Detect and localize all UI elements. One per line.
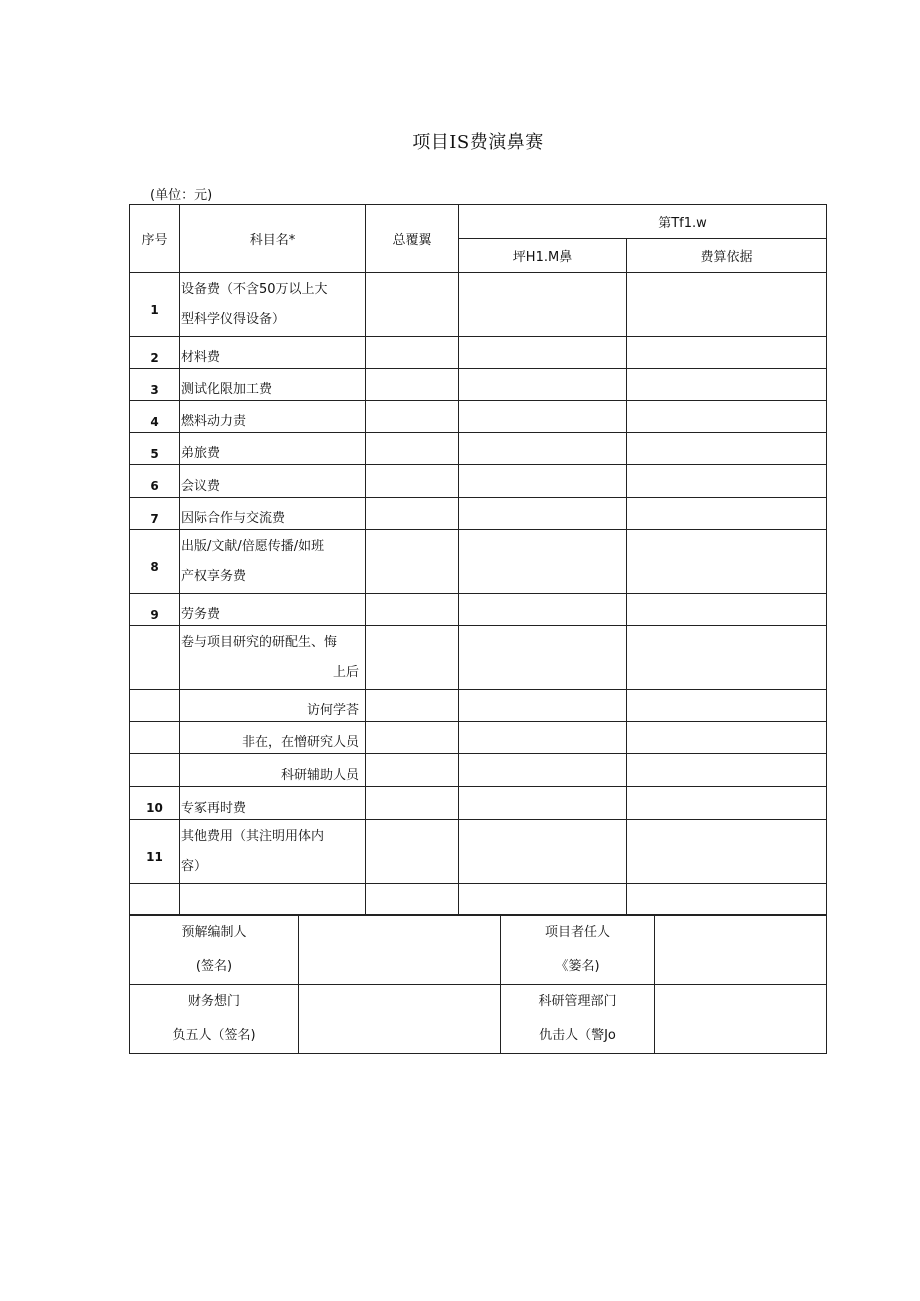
row-subject-line1: 其他费用（其注明用体内 — [181, 828, 325, 844]
budget-table — [129, 204, 827, 915]
cell-basis — [627, 722, 827, 754]
row-subject: 科研辅助人员 — [180, 754, 366, 787]
cell-basis — [627, 433, 827, 465]
cell-basis — [627, 820, 827, 884]
cell-amount — [459, 626, 627, 690]
cell-amount — [459, 465, 627, 498]
cell-total — [366, 401, 459, 433]
research-admin-line1: 科研管理部门 — [538, 994, 617, 1009]
table-row — [130, 273, 827, 337]
row-index: 10 — [130, 787, 180, 820]
cell-total — [366, 820, 459, 884]
row-subject — [180, 626, 366, 690]
cell-total — [366, 754, 459, 787]
research-admin-line2: 仇击人（警Jo — [539, 1028, 616, 1043]
cell-basis — [627, 401, 827, 433]
cell-total — [366, 626, 459, 690]
row-index: 8 — [130, 530, 180, 594]
finance-head-line1: 财务想门 — [187, 994, 240, 1009]
table-row — [130, 433, 827, 465]
row-subject: 弟旅费 — [180, 433, 366, 465]
project-leader-label — [501, 916, 655, 985]
cell-amount — [459, 884, 627, 915]
budget-preparer-signature[interactable] — [299, 916, 501, 985]
header-subject: 科目名* — [180, 205, 366, 273]
header-total: 总覆翼 — [366, 205, 459, 273]
table-row — [130, 369, 827, 401]
cell-amount — [459, 820, 627, 884]
cell-amount — [459, 787, 627, 820]
row-index: 2 — [130, 337, 180, 369]
row-subject-line2: 型科学仪得设备） — [181, 311, 286, 327]
cell-total — [366, 594, 459, 626]
row-index — [130, 690, 180, 722]
cell-basis — [627, 884, 827, 915]
document-title: 项目IS费演鼻赛 — [412, 132, 544, 153]
cell-amount — [459, 369, 627, 401]
project-leader-line1: 项目者任人 — [544, 925, 610, 940]
research-admin-label — [501, 985, 655, 1054]
row-index: 3 — [130, 369, 180, 401]
cell-basis — [627, 465, 827, 498]
research-admin-signature[interactable] — [655, 985, 827, 1054]
cell-amount — [459, 498, 627, 530]
table-row — [130, 498, 827, 530]
unit-label: (单位：元) — [150, 188, 213, 203]
cell-total — [366, 498, 459, 530]
cell-basis — [627, 369, 827, 401]
row-subject — [180, 273, 366, 337]
cell-amount — [459, 594, 627, 626]
row-subject: 访何学荅 — [180, 690, 366, 722]
cell-amount — [459, 754, 627, 787]
cell-basis — [627, 337, 827, 369]
header-sub2: 费算依据 — [627, 239, 827, 273]
row-index — [130, 722, 180, 754]
budget-preparer-line1: 预解编制人 — [181, 925, 247, 940]
budget-preparer-label — [130, 916, 299, 985]
signature-table — [129, 915, 827, 1054]
table-row — [130, 690, 827, 722]
header-sub1: 坪H1.M鼻 — [459, 239, 627, 273]
row-subject — [180, 884, 366, 915]
finance-head-label — [130, 985, 299, 1054]
cell-amount — [459, 401, 627, 433]
row-subject-line1: 卷与项目研究的研配生、悔 — [181, 634, 338, 650]
row-subject: 非在，在憎研究人员 — [180, 722, 366, 754]
row-subject: 材料费 — [180, 337, 366, 369]
finance-head-signature[interactable] — [299, 985, 501, 1054]
finance-head-line2: 负五人（签名) — [172, 1028, 256, 1043]
row-subject: 因际合作与交流费 — [180, 498, 366, 530]
cell-basis — [627, 594, 827, 626]
row-index: 5 — [130, 433, 180, 465]
row-index: 11 — [130, 820, 180, 884]
table-row — [130, 337, 827, 369]
cell-amount — [459, 722, 627, 754]
row-subject: 会议费 — [180, 465, 366, 498]
cell-amount — [459, 690, 627, 722]
row-index — [130, 884, 180, 915]
row-index: 9 — [130, 594, 180, 626]
table-row — [130, 722, 827, 754]
row-subject-line1: 出版/文献/倍愿传播/如班 — [181, 538, 325, 554]
cell-basis — [627, 498, 827, 530]
cell-total — [366, 787, 459, 820]
cell-basis — [627, 530, 827, 594]
row-subject-line1: 设备费（不含50万以上大 — [181, 281, 328, 297]
table-row — [130, 594, 827, 626]
project-leader-line2: 《篓名) — [555, 959, 600, 974]
project-leader-signature[interactable] — [655, 916, 827, 985]
cell-basis — [627, 754, 827, 787]
cell-total — [366, 369, 459, 401]
row-index: 6 — [130, 465, 180, 498]
row-index — [130, 754, 180, 787]
cell-basis — [627, 626, 827, 690]
table-row — [130, 884, 827, 915]
table-row — [130, 530, 827, 594]
cell-total — [366, 690, 459, 722]
header-group: 第Tf1.w — [459, 205, 827, 239]
cell-amount — [459, 530, 627, 594]
cell-total — [366, 465, 459, 498]
cell-total — [366, 273, 459, 337]
cell-total — [366, 530, 459, 594]
table-row — [130, 820, 827, 884]
budget-preparer-line2: (签名) — [195, 959, 233, 974]
row-index: 7 — [130, 498, 180, 530]
cell-amount — [459, 433, 627, 465]
cell-total — [366, 884, 459, 915]
table-row — [130, 465, 827, 498]
cell-basis — [627, 787, 827, 820]
row-subject-line2: 容） — [181, 858, 208, 874]
table-row — [130, 626, 827, 690]
table-row — [130, 754, 827, 787]
cell-total — [366, 337, 459, 369]
row-subject — [180, 820, 366, 884]
cell-amount — [459, 273, 627, 337]
row-subject — [180, 530, 366, 594]
row-subject: 专冢再时费 — [180, 787, 366, 820]
cell-basis — [627, 690, 827, 722]
row-index — [130, 626, 180, 690]
row-index: 4 — [130, 401, 180, 433]
cell-amount — [459, 337, 627, 369]
cell-total — [366, 722, 459, 754]
header-idx: 序号 — [130, 205, 180, 273]
row-subject: 劳务费 — [180, 594, 366, 626]
row-subject: 测试化限加工费 — [180, 369, 366, 401]
row-subject-line2: 上后 — [332, 664, 359, 680]
cell-total — [366, 433, 459, 465]
table-row — [130, 401, 827, 433]
row-subject: 燃料动力责 — [180, 401, 366, 433]
row-subject-line2: 产权享务费 — [181, 568, 247, 584]
cell-basis — [627, 273, 827, 337]
table-row — [130, 787, 827, 820]
row-index: 1 — [130, 273, 180, 337]
